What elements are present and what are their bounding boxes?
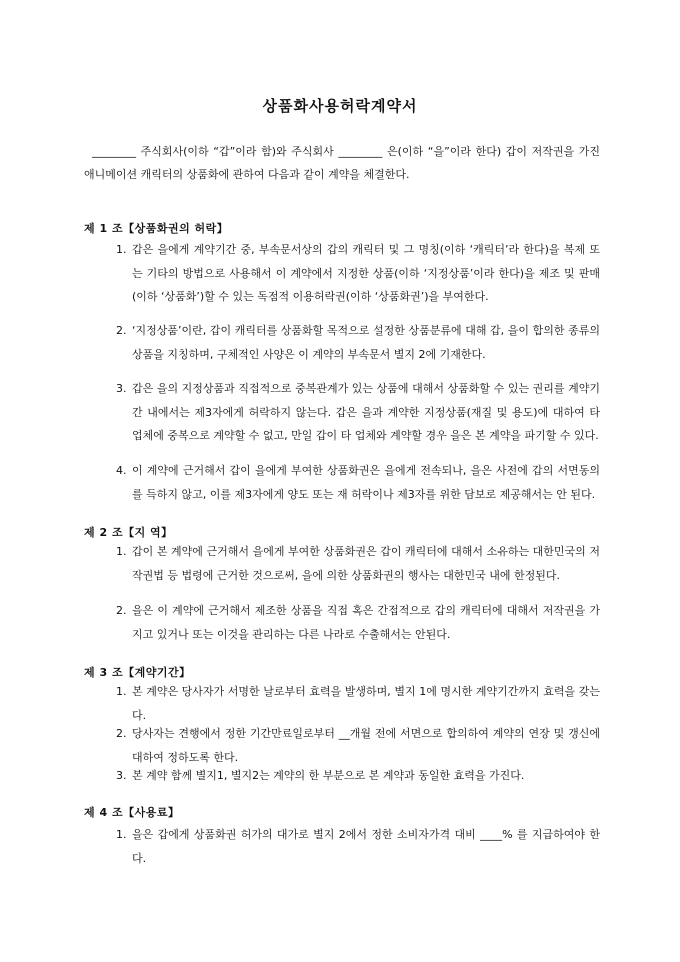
article-3-item-3 [116, 764, 600, 788]
item-number: 2. [116, 324, 127, 337]
article-1-item-4 [116, 459, 600, 506]
item-text: 본 계약은 당사자가 서명한 날로부터 효력을 발생하며, 별지 1에 명시한 계약기간까지 효력을 갖는다. [132, 685, 600, 722]
item-text: 이 계약에 근거해서 갑이 을에게 부여한 상품화권은 을에게 전속되나, 을은 사전에 갑의 서면동의를 득하지 않고, 이를 제3자에게 양도 또는 재 허락이나 제3자를 위한 담보로 제공해서는 안 된다. [132, 464, 600, 501]
item-text: 갑은 을에게 계약기간 중, 부속문서상의 갑의 캐릭터 및 그 명칭(이하 ‘캐릭터’라 한다)을 복제 또는 기타의 방법으로 사용해서 이 계약에서 지정한 상품(이하 ‘지정상품’이라 한다)을 제조 및 판매(이하 ‘상품화’)할 수 있는 독점적 이용허락권(이하 ‘상품화권’)을 부여한다. [132, 243, 600, 303]
item-number: 2. [116, 727, 127, 740]
item-number: 3. [116, 769, 127, 782]
article-2-heading: 제 2 조【지 역】 [84, 526, 173, 539]
intro-text: ________ 주식회사(이하 “갑”이라 함)와 주식회사 ________ 은(이하 “을”이라 한다) 갑이 저작권을 가진 애니메이션 캐릭터의 상품화에 관하여 다음과 같이 계약을 체결한다. [84, 145, 600, 181]
item-text: 갑은 을의 지정상품과 직접적으로 중복관계가 있는 상품에 대해서 상품화할 수 있는 권리를 계약기간 내에서는 제3자에게 허락하지 않는다. 갑은 을과 계약한 지정상품(재질 및 용도)에 대하여 타 업체에 중복으로 계약할 수 없고, 만일 갑이 타 업체와 계약할 경우 을은 본 계약을 파기할 수 있다. [132, 382, 600, 442]
article-1-item-1 [116, 238, 600, 309]
article-3-item-2 [116, 722, 600, 769]
document-title: 상품화사용허락계약서 [262, 97, 418, 115]
item-number: 1. [116, 828, 127, 841]
item-number: 2. [116, 604, 127, 617]
intro-paragraph [84, 140, 600, 186]
item-number: 1. [116, 243, 127, 256]
article-1-item-2 [116, 319, 600, 366]
item-number: 3. [116, 382, 127, 395]
article-3-heading: 제 3 조【계약기간】 [84, 666, 191, 679]
item-text: 본 계약 함께 별지1, 별지2는 계약의 한 부분으로 본 계약과 동일한 효력을 가진다. [132, 769, 525, 782]
item-text: 당사자는 견행에서 정한 기간만료일로부터 __개월 전에 서면으로 합의하여 계약의 연장 및 갱신에 대하여 정하도록 한다. [132, 727, 600, 764]
article-2-item-2 [116, 599, 600, 646]
item-text: 을은 갑에게 상품화권 허가의 대가로 별지 2에서 정한 소비자가격 대비 ____% 를 지급하여야 한다. [132, 828, 600, 865]
article-3-item-1 [116, 680, 600, 727]
article-2-item-1 [116, 540, 600, 587]
article-1-heading: 제 1 조【상품화권의 허락】 [84, 222, 229, 235]
item-number: 1. [116, 685, 127, 698]
item-number: 4. [116, 464, 127, 477]
item-text: 을은 이 계약에 근거해서 제조한 상품을 직접 혹은 간접적으로 갑의 캐릭터에 대해서 저작권을 가지고 있거나 또는 이것을 관리하는 다른 나라로 수출해서는 안된다. [132, 604, 600, 641]
item-text: 갑이 본 계약에 근거해서 을에게 부여한 상품화권은 갑이 캐릭터에 대해서 소유하는 대한민국의 저작권법 등 법령에 근거한 것으로써, 을에 의한 상품화권의 행사는 대한민국 내에 한정된다. [132, 545, 600, 582]
article-4-heading: 제 4 조【사용료】 [84, 806, 180, 819]
item-number: 1. [116, 545, 127, 558]
article-4-item-1 [116, 823, 600, 870]
item-text: ‘지정상품’이란, 갑이 캐릭터를 상품화할 목적으로 설정한 상품분류에 대해 갑, 을이 합의한 종류의 상품을 지칭하며, 구체적인 사양은 이 계약의 부속문서 별지 2에 기재한다. [132, 324, 600, 361]
article-1-item-3 [116, 377, 600, 448]
